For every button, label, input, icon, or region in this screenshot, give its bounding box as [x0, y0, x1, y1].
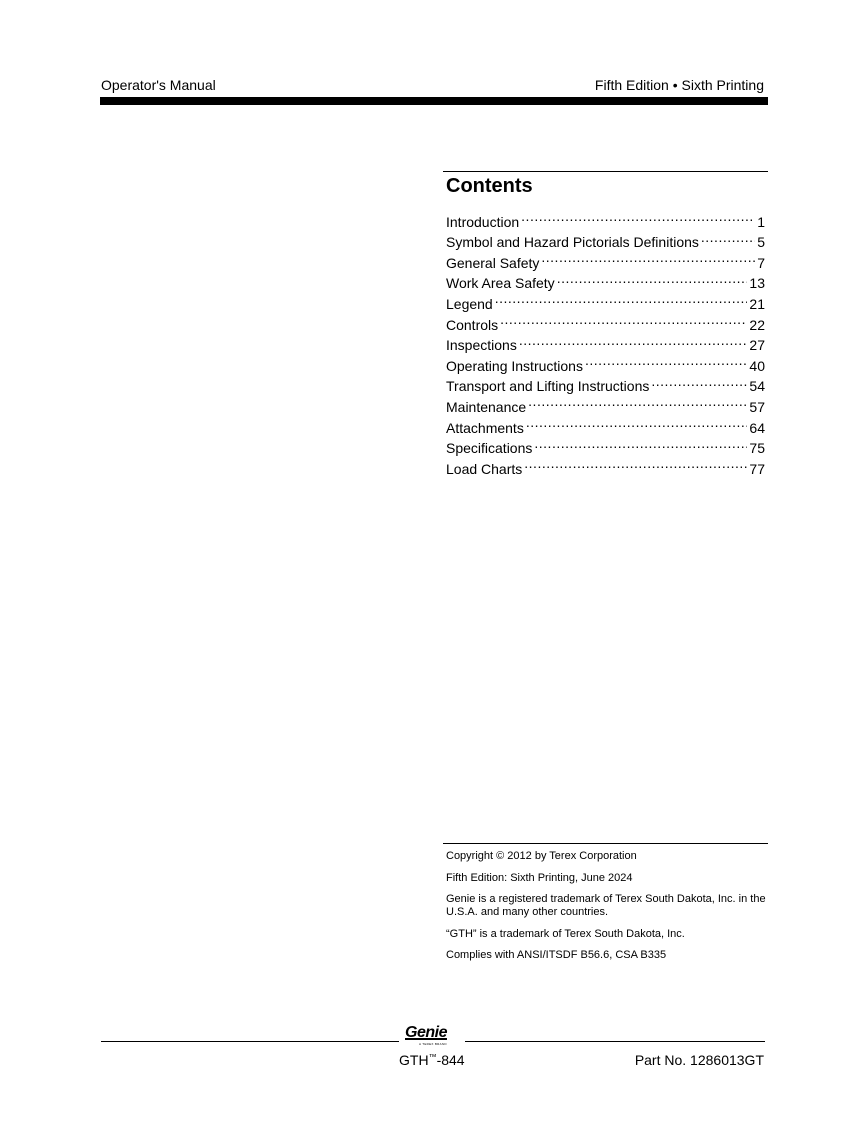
toc-entry-label: Transport and Lifting Instructions	[446, 378, 650, 395]
copyright-top-rule	[443, 843, 768, 844]
toc-leader-dots	[701, 227, 755, 248]
toc-entry-page: 64	[749, 419, 765, 436]
toc-leader-dots	[526, 412, 748, 433]
compliance-line: Complies with ANSI/ITSDF B56.6, CSA B335	[446, 949, 667, 961]
toc-entry-label: Attachments	[446, 419, 524, 436]
footer-rule-left	[101, 1041, 399, 1042]
toc-leader-dots	[541, 247, 755, 268]
toc-leader-dots	[534, 433, 747, 454]
genie-logo	[405, 1024, 460, 1048]
trademark-gth-line: “GTH” is a trademark of Terex South Dakota, Inc.	[446, 927, 685, 940]
copyright-line: Copyright © 2012 by Terex Corporation	[446, 850, 637, 862]
toc-entry-label: Inspections	[446, 337, 517, 354]
toc-leader-dots	[557, 268, 748, 289]
toc-entry-page: 40	[749, 357, 765, 374]
toc-entry-label: Controls	[446, 316, 499, 333]
toc-entry-introduction[interactable]	[446, 206, 765, 230]
edition-line: Fifth Edition: Sixth Printing, June 2024	[446, 871, 633, 884]
toc-leader-dots	[524, 453, 747, 474]
footer-part-number: Part No. 1286013GT	[634, 1052, 764, 1068]
toc-entry-page: 27	[749, 337, 765, 354]
footer-model	[399, 1052, 465, 1068]
toc-entry-page: 75	[749, 440, 765, 457]
toc-leader-dots	[651, 371, 747, 392]
toc-entry-label: Load Charts	[446, 460, 523, 477]
genie-logo-tagline: A TEREX BRAND	[419, 1042, 447, 1046]
toc-entry-page: 7	[757, 254, 765, 271]
genie-logo-wordmark: Genie	[405, 1024, 447, 1041]
toc-entry-label: Maintenance	[446, 398, 527, 415]
trademark-symbol: ™	[428, 1052, 437, 1062]
toc-leader-dots	[521, 206, 755, 227]
header-right-edition: Fifth Edition • Sixth Printing	[594, 77, 764, 93]
toc-entry-page: 22	[749, 316, 765, 333]
header-left-title: Operator's Manual	[101, 77, 216, 93]
toc-leader-dots	[500, 309, 747, 330]
contents-title: Contents	[446, 175, 533, 197]
toc-leader-dots	[519, 330, 748, 351]
toc-entry-legend[interactable]	[446, 288, 765, 312]
toc-entry-page: 77	[749, 460, 765, 477]
contents-top-rule	[443, 171, 768, 172]
toc-entry-page: 5	[757, 234, 765, 251]
toc-leader-dots	[495, 288, 748, 309]
toc-entry-page: 57	[749, 398, 765, 415]
model-suffix: -844	[436, 1052, 465, 1068]
toc-leader-dots	[528, 391, 747, 412]
toc-entry-label: General Safety	[446, 254, 540, 271]
toc-entry-page: 54	[749, 378, 765, 395]
toc-leader-dots	[585, 350, 747, 371]
toc-entry-page: 13	[749, 275, 765, 292]
header-bar	[100, 97, 768, 105]
table-of-contents	[446, 206, 765, 477]
toc-entry-label: Introduction	[446, 213, 520, 230]
toc-entry-page: 1	[757, 213, 765, 230]
toc-entry-label: Symbol and Hazard Pictorials Definitions	[446, 234, 699, 251]
model-prefix: GTH	[399, 1052, 429, 1068]
toc-entry-controls[interactable]	[446, 309, 765, 333]
trademark-genie-line: Genie is a registered trademark of Terex South Dakota, Inc. in the U.S.A. and many other countries.	[446, 893, 766, 918]
footer-rule-right	[465, 1041, 765, 1042]
toc-entry-label: Legend	[446, 295, 493, 312]
toc-entry-label: Work Area Safety	[446, 275, 555, 292]
toc-entry-label: Operating Instructions	[446, 357, 583, 374]
toc-entry-page: 21	[749, 295, 765, 312]
toc-entry-label: Specifications	[446, 440, 533, 457]
copyright-block	[446, 850, 766, 971]
